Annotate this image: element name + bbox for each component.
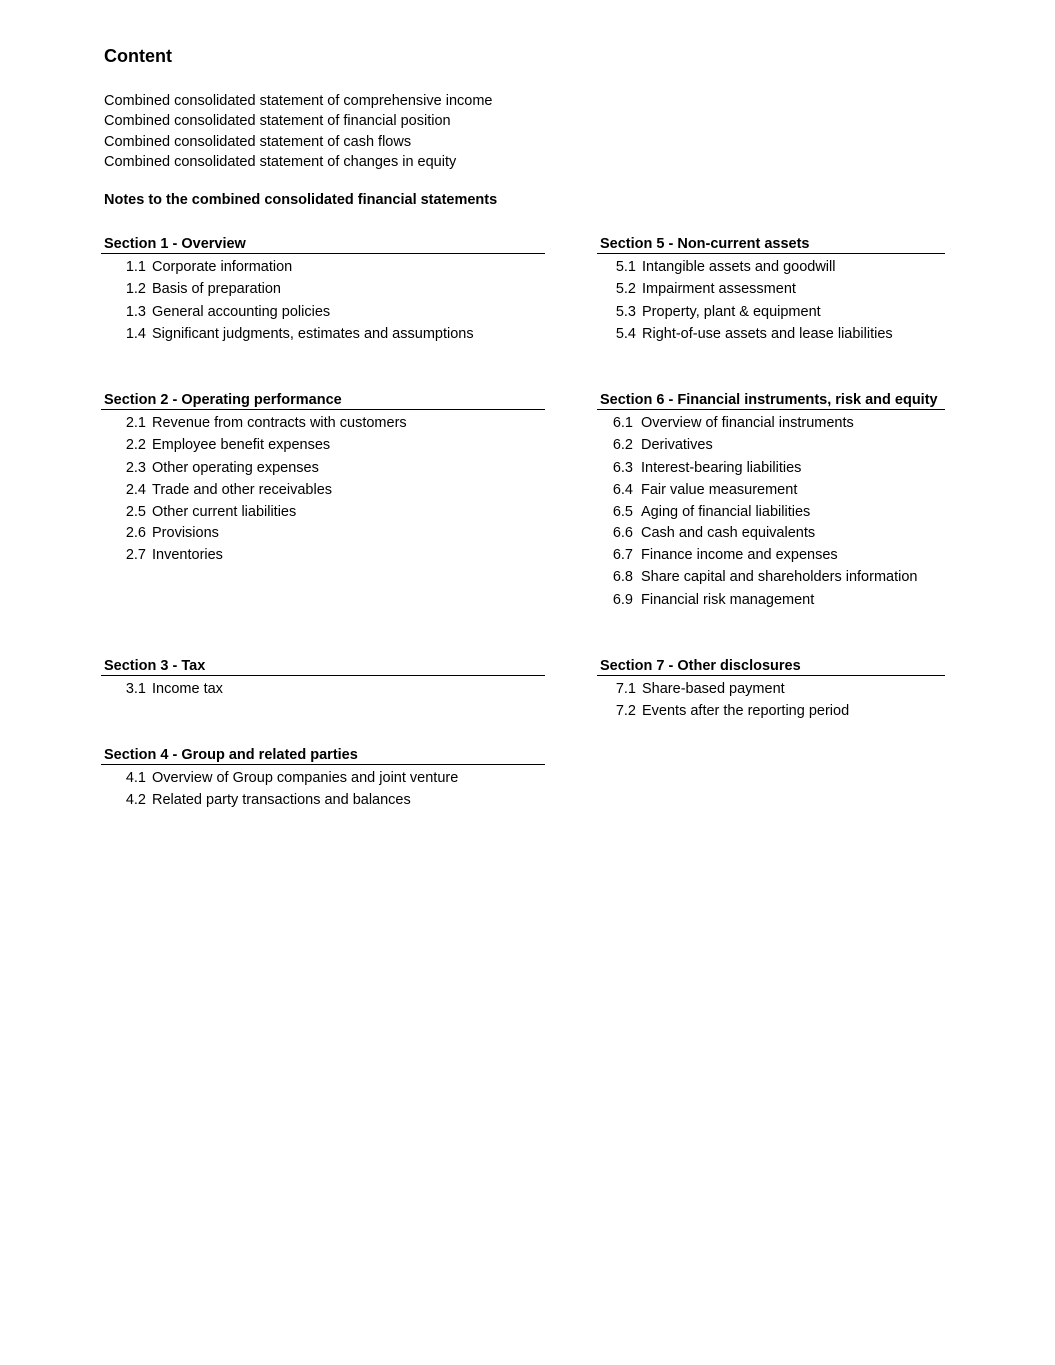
item-label: Share-based payment <box>642 681 785 697</box>
item-number: 1.3 <box>125 303 146 320</box>
item-number: 6.7 <box>612 546 633 563</box>
toc-item[interactable] <box>597 566 945 588</box>
item-label: Fair value measurement <box>641 481 798 498</box>
item-number: 6.9 <box>612 591 633 608</box>
section-5-non-current-assets <box>597 235 945 345</box>
toc-item[interactable] <box>597 256 945 278</box>
item-label: Basis of preparation <box>152 281 281 298</box>
section-2-operating-performance <box>101 391 545 566</box>
item-label: Trade and other receivables <box>152 481 333 498</box>
section-items <box>101 767 545 812</box>
item-number: 2.4 <box>125 481 146 498</box>
toc-item[interactable] <box>101 789 545 811</box>
item-label: Other operating expenses <box>152 459 319 476</box>
section-items <box>597 256 945 345</box>
item-number: 3.1 <box>125 681 146 697</box>
item-label: Cash and cash equivalents <box>641 525 816 542</box>
item-number: 5.3 <box>615 303 636 320</box>
item-number: 6.5 <box>612 504 633 521</box>
toc-item[interactable] <box>101 767 545 789</box>
item-label: Share capital and shareholders information <box>641 569 918 586</box>
toc-item[interactable] <box>101 457 545 479</box>
toc-item[interactable] <box>101 412 545 434</box>
toc-item[interactable] <box>597 678 945 700</box>
toc-item[interactable] <box>101 301 545 323</box>
item-number: 4.2 <box>125 792 146 809</box>
section-7-other-disclosures <box>597 657 945 723</box>
toc-item[interactable] <box>597 479 945 501</box>
item-label: General accounting policies <box>152 303 331 320</box>
toc-item[interactable] <box>597 700 945 722</box>
section-1-overview <box>101 235 545 345</box>
item-label: Revenue from contracts with customers <box>152 415 407 431</box>
item-label: Significant judgments, estimates and assumptions <box>152 325 474 342</box>
toc-item[interactable] <box>597 434 945 456</box>
toc-item[interactable] <box>597 523 945 544</box>
toc-item[interactable] <box>597 457 945 479</box>
item-number: 2.5 <box>125 504 146 521</box>
statements-list <box>104 91 493 172</box>
item-number: 7.2 <box>615 703 636 720</box>
item-number: 6.3 <box>612 459 633 476</box>
item-label: Provisions <box>152 525 219 542</box>
statement-financial-position[interactable]: Combined consolidated statement of financial position <box>104 113 451 130</box>
item-number: 4.1 <box>125 770 146 786</box>
section-header: Section 7 - Other disclosures <box>597 657 945 676</box>
toc-item[interactable] <box>597 544 945 566</box>
item-label: Property, plant & equipment <box>642 303 821 320</box>
item-number: 2.6 <box>125 525 146 542</box>
section-header: Section 2 - Operating performance <box>101 391 545 410</box>
toc-item[interactable] <box>101 434 545 456</box>
toc-item[interactable] <box>101 501 545 523</box>
item-number: 6.1 <box>612 415 633 431</box>
item-label: Other current liabilities <box>152 504 297 521</box>
item-label: Overview of financial instruments <box>641 415 854 431</box>
item-label: Finance income and expenses <box>641 546 838 563</box>
toc-item[interactable] <box>101 479 545 501</box>
toc-item[interactable] <box>597 301 945 323</box>
section-header: Section 4 - Group and related parties <box>101 746 545 765</box>
item-number: 2.3 <box>125 459 146 476</box>
toc-item[interactable] <box>101 323 545 345</box>
section-items <box>101 678 545 700</box>
item-label: Corporate information <box>152 259 293 275</box>
toc-item[interactable] <box>597 501 945 523</box>
item-number: 5.2 <box>615 281 636 298</box>
item-label: Financial risk management <box>641 591 815 608</box>
toc-item[interactable] <box>597 278 945 300</box>
item-number: 6.2 <box>612 437 633 454</box>
item-label: Interest-bearing liabilities <box>641 459 802 476</box>
item-number: 6.6 <box>612 525 633 542</box>
item-number: 1.1 <box>125 259 146 275</box>
item-number: 6.4 <box>612 481 633 498</box>
toc-item[interactable] <box>101 678 545 700</box>
statement-cash-flows[interactable]: Combined consolidated statement of cash flows <box>104 133 412 150</box>
toc-item[interactable] <box>101 523 545 544</box>
item-label: Income tax <box>152 681 223 697</box>
item-number: 5.1 <box>615 259 636 275</box>
item-label: Employee benefit expenses <box>152 437 331 454</box>
toc-item[interactable] <box>101 256 545 278</box>
section-items <box>597 678 945 723</box>
section-header: Section 3 - Tax <box>101 657 545 676</box>
section-items <box>101 412 545 566</box>
item-label: Intangible assets and goodwill <box>642 259 836 275</box>
page-title: Content <box>104 46 172 66</box>
notes-title: Notes to the combined consolidated financial statements <box>104 192 498 208</box>
toc-item[interactable] <box>597 589 945 611</box>
item-number: 6.8 <box>612 569 633 586</box>
item-label: Related party transactions and balances <box>152 792 411 809</box>
section-header: Section 6 - Financial instruments, risk and equity <box>597 391 945 410</box>
section-items <box>597 412 945 611</box>
item-label: Aging of financial liabilities <box>641 504 811 521</box>
item-number: 1.4 <box>125 325 146 342</box>
toc-item[interactable] <box>597 323 945 345</box>
item-label: Impairment assessment <box>642 281 796 298</box>
item-number: 7.1 <box>615 681 636 697</box>
section-header: Section 1 - Overview <box>101 235 545 254</box>
item-number: 1.2 <box>125 281 146 298</box>
toc-item[interactable] <box>597 412 945 434</box>
section-items <box>101 256 545 345</box>
item-number: 5.4 <box>615 325 636 342</box>
item-label: Inventories <box>152 546 223 563</box>
item-label: Derivatives <box>641 437 713 454</box>
item-number: 2.7 <box>125 546 146 563</box>
item-label: Right-of-use assets and lease liabilities <box>642 325 893 342</box>
toc-item[interactable] <box>101 544 545 566</box>
section-header: Section 5 - Non-current assets <box>597 235 945 254</box>
item-label: Events after the reporting period <box>642 703 850 720</box>
statement-changes-in-equity[interactable]: Combined consolidated statement of changes in equity <box>104 153 457 170</box>
statement-comprehensive-income[interactable]: Combined consolidated statement of comprehensive income <box>104 93 493 109</box>
item-number: 2.1 <box>125 415 146 431</box>
section-3-tax <box>101 657 545 700</box>
section-6-financial-instruments <box>597 391 945 611</box>
section-4-group-related-parties <box>101 746 545 812</box>
item-number: 2.2 <box>125 437 146 454</box>
item-label: Overview of Group companies and joint venture <box>152 770 459 786</box>
toc-item[interactable] <box>101 278 545 300</box>
